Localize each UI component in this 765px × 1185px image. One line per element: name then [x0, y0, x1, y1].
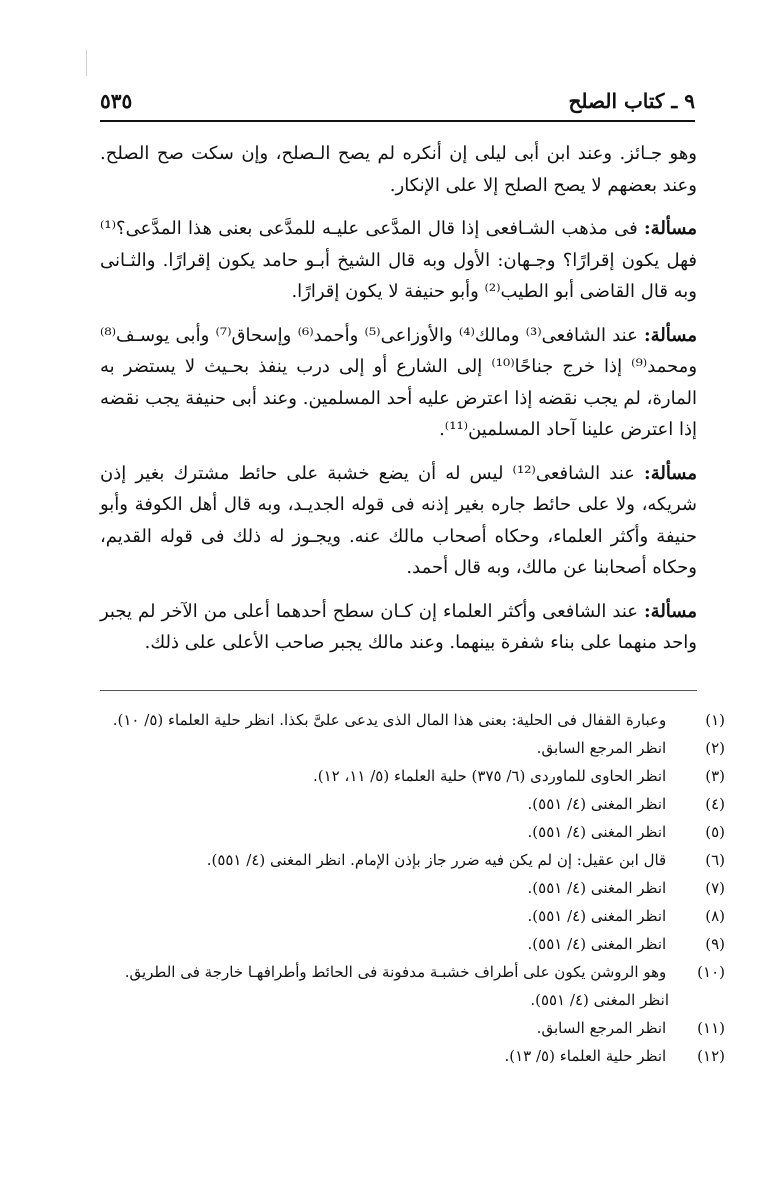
paragraph-text: وهو جـائز. وعند ابن أبى ليلى إن أنكره لم يصح الـصلح، وإن سكت صح الصلح. وعند بعضهم لا يصح الصلح إلا على الإنكار. [100, 143, 697, 196]
footnote-divider [100, 690, 697, 691]
footnote [100, 706, 725, 734]
paragraph [100, 320, 697, 446]
issue-keyword: مسألة: [644, 218, 697, 239]
footnote [100, 846, 725, 874]
footnote [100, 818, 725, 846]
footnote [100, 734, 725, 762]
footnote-number: (٦) [705, 851, 725, 869]
footnote [100, 790, 725, 818]
footnote-text: انظر الحاوى للماوردى (٦/ ٣٧٥) حلية العلماء (٥/ ١١، ١٢). [312, 767, 667, 785]
footnote-text: انظر حلية العلماء (٥/ ١٣). [504, 1047, 667, 1065]
scan-edge-mark [86, 50, 87, 76]
footnote-number: (٥) [705, 823, 725, 841]
paragraph [100, 596, 697, 659]
footnote-number: (١١) [697, 1019, 725, 1037]
footnote-text: وعبارة القفال فى الحلية: بعنى هذا المال الذى يدعى علىَّ بكذا. انظر حلية العلماء (٥/ ١٠). [112, 711, 667, 729]
footnote [100, 874, 725, 902]
paragraph-text: فى مذهب الشـافعى إذا قال المدَّعى عليـه للمدَّعى بعنى هذا المدَّعى؟⁽¹⁾ فهل يكون إقرارًا؟ وجـهان: الأول وبه قال الشيخ أبـو حامد يكون إقرارًا. والثـانى وبه قال القاضى أبو الطيب⁽²⁾ وأبو حنيفة لا يكون إقرارًا. [100, 218, 697, 302]
footnote-text: انظر المرجع السابق. [536, 739, 667, 757]
footnote-text: انظر المغنى (٤/ ٥٥١). [527, 935, 667, 953]
footnote-number: (١٢) [697, 1047, 725, 1065]
footnote [100, 958, 725, 1014]
paragraph [100, 213, 697, 308]
footnote-text: انظر المغنى (٤/ ٥٥١). [527, 823, 667, 841]
footnote-number: (٤) [705, 795, 725, 813]
main-text [100, 138, 697, 671]
footnote-text: انظر المغنى (٤/ ٥٥١). [527, 907, 667, 925]
footnote [100, 930, 725, 958]
chapter-title: ٩ ـ كتاب الصلح [568, 89, 695, 113]
footnote [100, 1014, 725, 1042]
footnote [100, 1042, 725, 1070]
paragraph [100, 138, 697, 201]
footnote [100, 902, 725, 930]
paragraph [100, 458, 697, 584]
footnote-number: (١) [705, 711, 725, 729]
paragraph-text: عند الشافعى⁽³⁾ ومالك⁽⁴⁾ والأوزاعى⁽⁵⁾ وأحمد⁽⁶⁾ وإسحاق⁽⁷⁾ وأبى يوسـف⁽⁸⁾ ومحمد⁽⁹⁾ إذا خرج جناحًا⁽¹⁰⁾ إلى الشارع أو إلى درب ينفذ بحـيث لا يستضر به المارة، لم يجب نقضه إذا اعترض عليه أحد المسلمين. وعند أبى حنيفة يجب نقضه إذا اعترض علينا آحاد المسلمين⁽¹¹⁾. [100, 324, 698, 440]
footnote [100, 762, 725, 790]
issue-keyword: مسألة: [644, 462, 698, 484]
footnote-number: (١٠) [697, 963, 725, 981]
footnote-text: انظر المغنى (٤/ ٥٥١). [527, 795, 667, 813]
footnote-number: (٩) [705, 935, 725, 953]
issue-keyword: مسألة: [644, 324, 697, 346]
footnote-text: وهو الروشن يكون على أطراف خشبـة مدفونة فى الحائط وأطرافهـا خارجة فى الطريق. انظر المغنى (٤/ ٥٥١). [124, 963, 669, 1009]
paragraph-text: عند الشافعى وأكثر العلماء إن كـان سطح أحدهما أعلى من الآخر لم يجبر واحد منهما على بناء شفرة بينهما. وعند مالك يجبر صاحب الأعلى على ذلك. [100, 600, 697, 653]
footnotes [100, 706, 725, 1070]
page-number: ٥٣٥ [100, 89, 133, 113]
footnote-number: (٨) [705, 907, 725, 925]
footnote-number: (٣) [705, 767, 725, 785]
footnote-text: انظر المغنى (٤/ ٥٥١). [527, 879, 667, 897]
paragraph-text: عند الشافعى⁽¹²⁾ ليس له أن يضع خشبة على حائط مشترك بغير إذن شريكه، ولا على حائط جاره بغير إذنه فى قوله الجديـد، وبه قال أهل الكوفة وأبو حنيفة وأكثر العلماء، وحكاه أصحاب مالك عنه. ويجـوز له ذلك فى قوله القديم، وحكاه أصحابنا عن مالك، وبه قال أحمد. [100, 462, 697, 578]
issue-keyword: مسألة: [644, 600, 697, 622]
footnote-number: (٧) [705, 879, 725, 897]
footnote-text: انظر المرجع السابق. [536, 1019, 667, 1037]
footnote-text: قال ابن عقيل: إن لم يكن فيه ضرر جاز بإذن الإمام. انظر المغنى (٤/ ٥٥١). [206, 851, 667, 869]
running-header [100, 86, 695, 122]
footnote-number: (٢) [705, 739, 725, 757]
